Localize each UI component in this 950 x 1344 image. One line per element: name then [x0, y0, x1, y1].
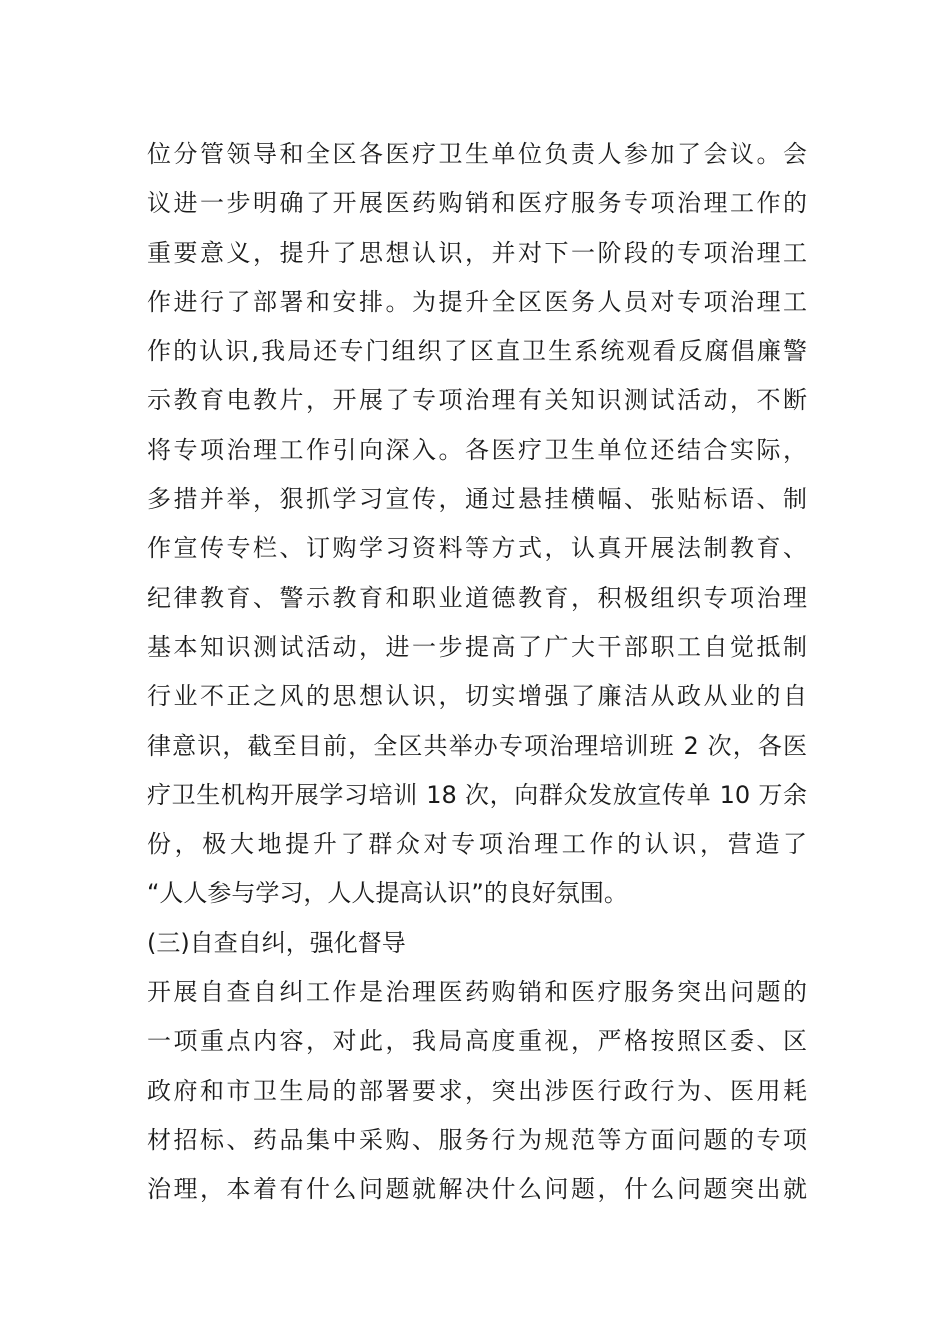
text-line: 重要意义，提升了思想认识，并对下一阶段的专项治理工: [147, 238, 807, 267]
text-line: 位分管领导和全区各医疗卫生单位负责人参加了会议。会: [147, 140, 807, 168]
text-line: 纪律教育、警示教育和职业道德教育，积极组织专项治理: [147, 583, 807, 612]
text-line: 政府和市卫生局的部署要求，突出涉医行政行为、医用耗: [147, 1076, 807, 1105]
text-line: 律意识，截至目前，全区共举办专项治理培训班 2 次，各医: [147, 731, 807, 760]
text-line: 份，极大地提升了群众对专项治理工作的认识，营造了: [147, 830, 807, 859]
text-line: 材招标、药品集中采购、服务行为规范等方面问题的专项: [147, 1125, 807, 1154]
text-line: 疗卫生机构开展学习培训 18 次，向群众发放宣传单 10 万余: [147, 780, 807, 809]
text-line: 作的认识,我局还专门组织了区直卫生系统观看反腐倡廉警: [147, 337, 807, 366]
text-line: 议进一步明确了开展医药购销和医疗服务专项治理工作的: [147, 189, 807, 218]
text-line: “人人参与学习，人人提高认识”的良好氛围。: [147, 879, 628, 908]
text-line: 治理，本着有什么问题就解决什么问题，什么问题突出就: [147, 1175, 807, 1204]
text-line: 开展自查自纠工作是治理医药购销和医疗服务突出问题的: [147, 978, 807, 1007]
section-heading: (三)自查自纠，强化督导: [147, 928, 406, 957]
text-line: 将专项治理工作引向深入。各医疗卫生单位还结合实际，: [147, 435, 807, 464]
text-line: 一项重点内容，对此，我局高度重视，严格按照区委、区: [147, 1027, 807, 1056]
text-line: 作进行了部署和安排。为提升全区医务人员对专项治理工: [147, 287, 807, 316]
text-line: 基本知识测试活动，进一步提高了广大干部职工自觉抵制: [147, 632, 807, 661]
document-body: [147, 134, 807, 1219]
text-line: 多措并举，狠抓学习宣传，通过悬挂横幅、张贴标语、制: [147, 485, 807, 514]
text-line: 作宣传专栏、订购学习资料等方式，认真开展法制教育、: [147, 534, 807, 563]
text-line: 行业不正之风的思想认识，切实增强了廉洁从政从业的自: [147, 682, 807, 711]
text-line: 示教育电教片，开展了专项治理有关知识测试活动，不断: [147, 386, 807, 415]
